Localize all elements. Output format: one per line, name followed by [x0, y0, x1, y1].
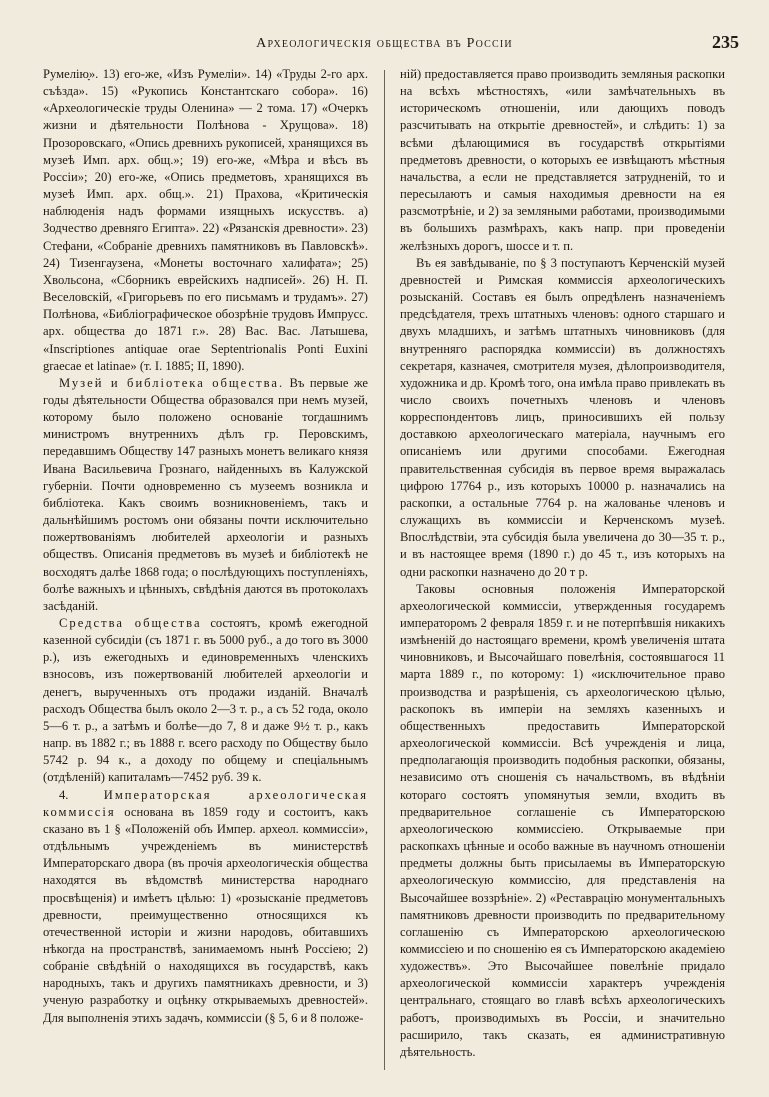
left-column [43, 66, 368, 1076]
rights-paragraph: ній) предоставляется право производить земляныя раскопки на всѣхъ мѣстностяхъ, «или замѣчательныхъ въ историческомъ отношеніи, или дающихъ поводъ разсчитывать на открытіе древностей», и слѣдить: 1) за всѣми дѣлающимися въ государствѣ открытіями предметовъ древности, о которыхъ ее извѣщаютъ мѣстныя начальства, а если не представляется затрудненій, то и пересылаютъ и самыя находимыя древности на ея разсмотрѣніе, и 2) за земляными работами, производимыми въ большихъ размѣрахъ, какъ напр. при проведеніи желѣзныхъ дорогъ, шоссе и т. п. [400, 67, 725, 253]
section-number: 4. [59, 787, 69, 802]
commission-paragraph [43, 787, 368, 1027]
commission-text: основана въ 1859 году и состоитъ, какъ сказано въ 1 § «Положеній объ Импер. археол. коммиссіи», отдѣльнымъ учрежденіемъ въ министерствѣ Императорскаго двора (въ прочія археологическія общества находятся въ вѣдомствѣ министерства народнаго просвѣщенія) и имѣетъ цѣлью: 1) «розысканіе предметовъ древности, преимущественно относящихся къ отечественной исторіи и жизни народовъ, обитавшихъ нѣкогда на пространствѣ, занимаемомъ нынѣ Россіею; 2) собраніе свѣдѣній о находящихся въ государствѣ, какъ народныхъ, такъ и другихъ памятникахъ древности, и 3) ученую разработку и оцѣнку открываемыхъ древностей». Для выполненія этихъ задачъ, коммиссіи (§ 5, 6 и 8 положе- [43, 804, 368, 1025]
running-header [0, 22, 769, 62]
list-continuation-paragraph: Румеліюָ». 13) его-же, «Изъ Румеліи». 14) «Труды 2-го арх. съѣзда». 15) «Рукопись Константскаго собора». 16) «Археологическіе труды Оленина» — 2 тома. 17) «Очеркъ жизни и дѣятельности Полѣнова - Хрущова». 18) Прозоровскаго, «Опись древнихъ рукописей, хранящихся въ музеѣ Имп. арх. общ.»; 19) его-же, «Мѣра и вѣсъ въ Россіи»; 20) его-же, «Опись предметовъ, хранящихся въ музеѣ Имп. арх. общ.». 21) Прахова, «Критическія наблюденія надъ формами изящныхъ искусствъ. а) Зодчество древняго Египта». 22) «Рязанскія древности». 23) Стефани, «Собраніе древнихъ памятниковъ въ Павловскѣ». 24) Тизенгаузена, «Монеты восточнаго халифата»; 25) Хвольсона, «Сборникъ еврейскихъ надписей». 26) Н. П. Веселовскій, «Григорьевъ по его письмамъ и трудамъ». 27) Полѣнова, «Библіографическое обозрѣніе трудовъ Импрусс. арх. общества до 1871 г.». 28) Вас. Вас. Латышева, «Inscriptiones antiquae orae Septentrionalis Ponti Euxini graecae et latinae» (т. I. 1885; II, 1890). [43, 67, 368, 373]
museum-library-paragraph [43, 375, 368, 615]
right-column [400, 66, 725, 1076]
page-number: 235 [712, 32, 739, 52]
running-title: Археологическія общества въ Россіи [256, 36, 513, 51]
funds-heading: Средства общества [59, 616, 202, 630]
column-divider [384, 70, 385, 1070]
museum-library-heading: Музей и библіотека общества. [59, 375, 285, 390]
museum-library-text: Въ первые же годы дѣятельности Общества образовался при немъ музей, которому было положено основаніе тогдашнимъ министромъ внутреннихъ дѣлъ гр. Перовскимъ, передавшимъ Обществу 147 разныхъ монетъ великаго князя Ивана Васильевича Грознаго, найденныхъ въ Калужской губерніи. Почти одновременно съ музеемъ возникла и библіотека. Какъ своимъ возникновеніемъ, такъ и дальнѣйшимъ ростомъ они обязаны почти исключительно пожертвованіямъ любителей археологіи и разныхъ обществъ. Описанія предметовъ въ музеѣ и библіотекѣ не восходятъ далѣе 1868 года; о послѣдующихъ поступленіяхъ, болѣе важныхъ и цѣнныхъ, свѣдѣнія даются въ протоколахъ засѣданій. [43, 375, 368, 613]
administration-paragraph: Въ ея завѣдываніе, по § 3 поступаютъ Керченскій музей древностей и Римская коммиссія археологическихъ розысканій. Составъ ея былъ опредѣленъ назначеніемъ предсѣдателя, трехъ штатныхъ членовъ: одного старшаго и двухъ младшихъ, и затѣмъ штатныхъ чиновниковъ (для внутренняго распорядка коммиссіи) въ должностяхъ секретаря, казначея, смотрителя музея, дѣлопроизводителя, художника и др. Кромѣ того, она имѣла право привлекать въ число своихъ почетныхъ членовъ и членовъ корреспондентовъ лицъ, приносившихъ ей пользу доставкою археологическаго матеріала, научнымъ его описаніемъ или другими способами. Ежегодная правительственная субсидія въ первое время выражалась цифрою 17764 р., изъ которыхъ 10000 р. назначались на раскопки, а остальные 7764 р. на жалованье членовъ и служащихъ въ коммиссіи и Керченскомъ музеѣ. Впослѣдствіи, эта субсидія была увеличена до 30—35 т. р., и въ настоящее время (1890 г.) до 45 т., изъ которыхъ на одни раскопки назначено до 20 т р. [400, 255, 725, 579]
regulations-paragraph: Таковы основныя положенія Императорской археологической коммиссіи, утвержденныя государемъ императоромъ 2 февраля 1859 г. и не потерпѣвшія никакихъ измѣненій до настоящаго времени, кромѣ увеличенія штата чиновниковъ, и Высочайшаго повелѣнія, состоявшагося 11 марта 1889 г., по которому: 1) «исключительное право производства и разрѣшенія, съ археологическою цѣлью, раскопокъ въ имперіи на земляхъ казенныхъ и общественныхъ предоставить Императорской археологической коммиссіи. Всѣ учрежденія и лица, предполагающія производить подобныя раскопки, обязаны, независимо отъ сношенія съ начальствомъ, въ вѣдѣніи котораго состоятъ упомянутыя земли, входить въ предварительное соглашеніе съ Императорскою археологическою коммиссіею. Открываемые при раскопкахъ цѣнные и особо важные въ научномъ отношеніи предметы должны быть присылаемы въ Императорскую археологическую коммиссію, для представленія на Высочайшее воззрѣніе». 2) «Реставрацію монументальныхъ памятниковъ древности производить по предварительному соглашенію съ Императорскою археологическою коммиссіею и по сношенію ея съ Императорскою академіею художествъ». Это Высочайшее повелѣніе придало археологической коммиссіи характеръ учрежденія центральнаго, стоящаго во главѣ всѣхъ археологическихъ работъ, производимыхъ въ Россіи, и значительно расширило, такъ сказать, ея административную дѣятельность. [400, 581, 725, 1059]
commission-heading: Императорская археологическая коммиссія [43, 787, 368, 819]
funds-text: состоятъ, кромѣ ежегодной казенной субсидіи (съ 1871 г. въ 5000 руб., а до того въ 3000 р.), изъ ежегодныхъ и единовременныхъ членскихъ взносовъ, изъ пожертвованій любителей археологіи и денегъ, вырученныхъ отъ продажи изданій. Вначалѣ расходъ Общества былъ около 2—3 т. р., а съ 52 года, около 5—6 т. р., а затѣмъ и болѣе—до 7, 8 и даже 9½ т. р., какъ напр. въ 1882 г.; въ 1888 г. всего расходу по Обществу было 5742 р. 94 к., а доходу по общему и спеціальнымъ (отдѣленій) капиталамъ—7452 руб. 39 к. [43, 616, 368, 785]
funds-paragraph [43, 615, 368, 787]
